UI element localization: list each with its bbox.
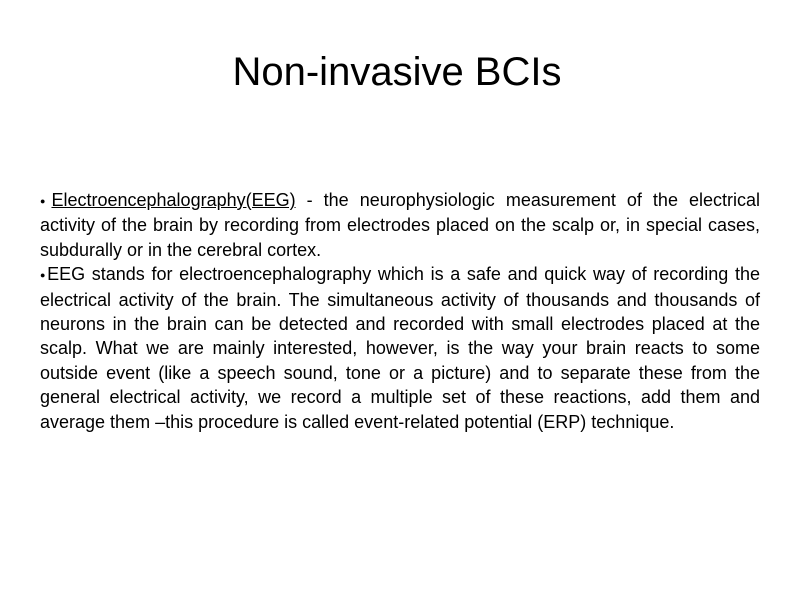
bullet-item-eeg-explanation <box>40 262 760 434</box>
bullet-marker: ● <box>40 270 48 281</box>
bullet-marker: ● <box>40 196 52 206</box>
bullet-item-eeg-definition <box>40 188 760 262</box>
slide-body <box>40 188 760 434</box>
bullet-text: EEG stands for electroencephalography which is a safe and quick way of recording the electrical activity of the brain. The simultaneous activity of thousands and thousands of neurons in the brain can be detected and recorded with small electrodes placed at the scalp. What we are mainly interested, however, is the way your brain reacts to some outside event (like a speech sound, tone or a picture) and to separate these from the general electrical activity, we record a multiple set of these reactions, add them and average them –this procedure is called event-related potential (ERP) technique. <box>40 264 760 432</box>
bullet-term: Electroencephalography(EEG) <box>51 190 296 210</box>
slide-title: Non-invasive BCIs <box>232 50 562 94</box>
bullet-text: - the neurophysiologic measurement of the electrical activity of the brain by recording from electrodes placed on the scalp or, in special cases, subdurally or in the cerebral cortex. <box>40 190 761 260</box>
